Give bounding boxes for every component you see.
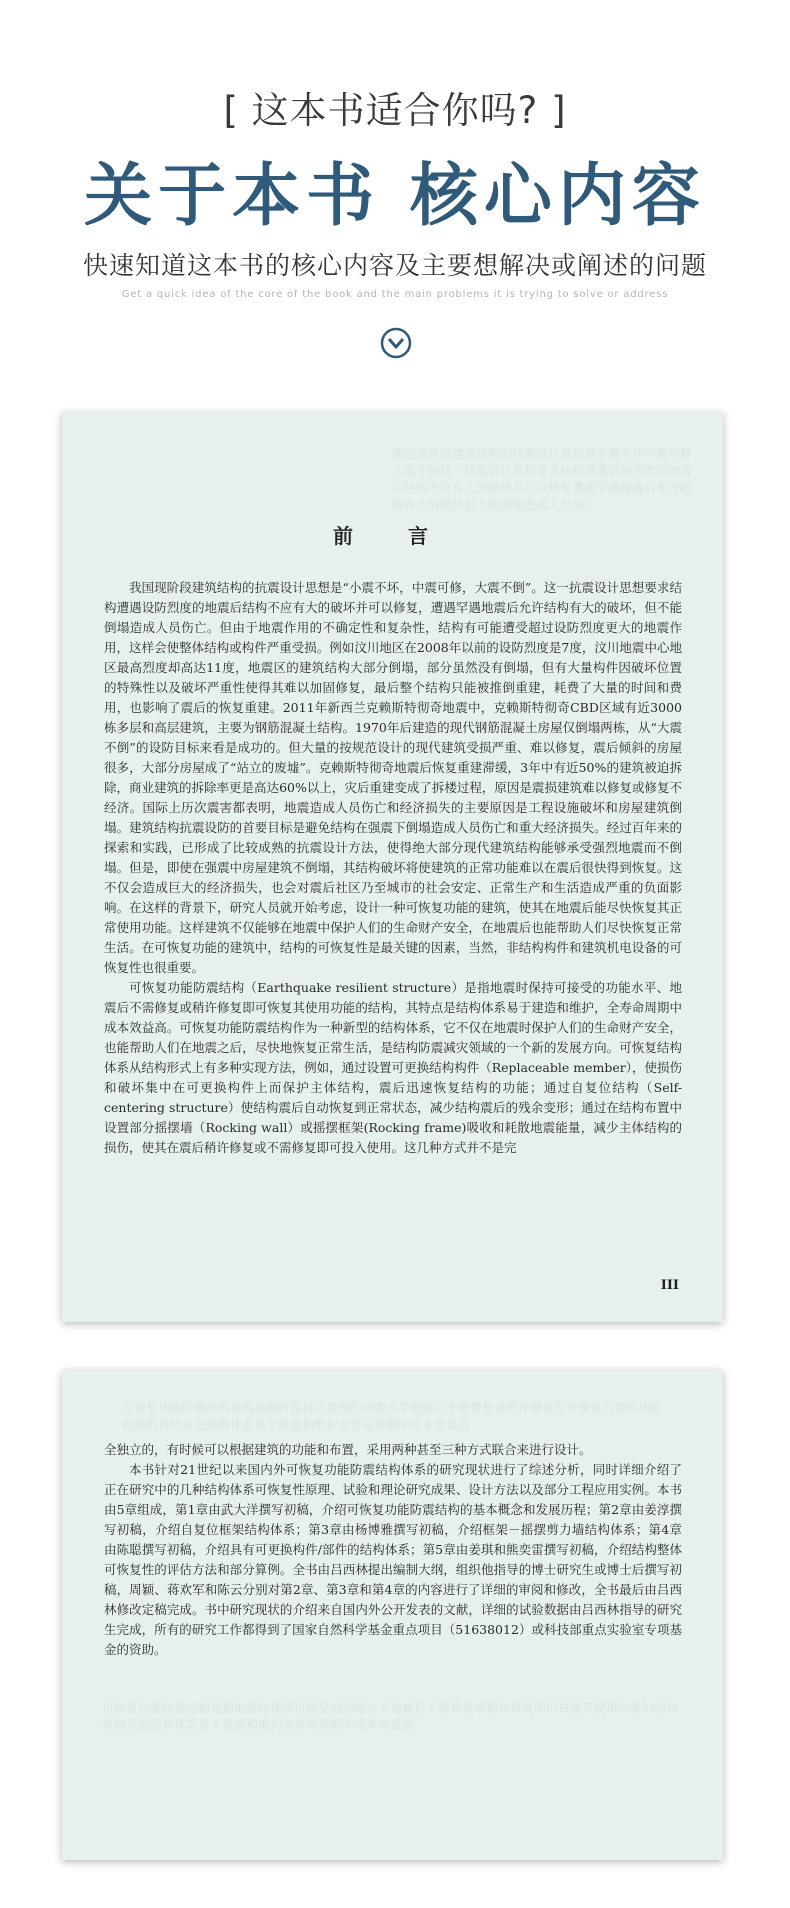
bleed-through-text: 可恢复功能防震结构是指地震时保持可接受的功能水平地震后不需修复或稍许修复即可恢复其使用功能的结构其特点是结构体系易于建造和维护全寿命周期中成本效益高 (102, 1701, 679, 1732)
main-title: 关于本书 核心内容 (84, 157, 706, 236)
book-page-continued (62, 1370, 723, 1860)
section-question: [ 这本书适合你吗? ] (223, 89, 567, 132)
header (0, 0, 790, 400)
bleed-through-text: 我国现阶段建筑结构的抗震设计思想是小震不坏中震可修大震不倒这一抗震设计思想要求结构遭遇设防烈度的地震后结构不应有大的破坏并可以修复遭遇罕遇地震后允许结构有大的破坏但不能倒塌造成人员伤亡 (392, 447, 692, 512)
book-page-preface (62, 412, 723, 1322)
paragraph: 可恢复功能防震结构（Earthquake resilient structure）是指地震时保持可接受的功能水平、地震后不需修复或稍许修复即可恢复其使用功能的结构，其特点是结构体系易于建造和维护，全寿命周期中成本效益高。可恢复功能防震结构作为一种新型的结构体系，它不仅在地震时保护人们的生命财产安全，也能帮助人们在地震之后，尽快地恢复正常生活，是结构防震减灾领域的一个新的发展方向。可恢复结构体系从结构形式上有多种实现方法，例如，通过设置可更换结构构件（Replaceable member），使损伤和破坏集中在可更换构件上而保护主体结构，震后迅速恢复结构的功能；通过自复位结构（Self-centering structure）使结构震后自动恢复到正常状态，减少结构震后的残余变形；通过在结构布置中设置部分摇摆墙（Rocking wall）或摇摆框架(Rocking frame)吸收和耗散地震能量，减少主体结构的损伤，使其在震后稍许修复或不需修复即可投入使用。这几种方式并不是完 (104, 980, 682, 1155)
chevron-down-circle-icon (379, 326, 413, 360)
preface-title: 前 言 (333, 524, 452, 548)
page-number: III (660, 1278, 679, 1293)
paragraph: 我国现阶段建筑结构的抗震设计思想是“小震不坏，中震可修，大震不倒”。这一抗震设计思想要求结构遭遇设防烈度的地震后结构不应有大的破坏并可以修复，遭遇罕遇地震后允许结构有大的破坏，但不能倒塌造成人员伤亡。但由于地震作用的不确定性和复杂性，结构有可能遭受超过设防烈度更大的地震作用，这样会使整体结构或构件严重受损。例如汶川地区在2008年以前的设防烈度是7度，汶川地震中心地区最高烈度却高达11度，地震区的建筑结构大部分倒塌，部分虽然没有倒塌，但有大量构件因破坏位置的特殊性以及破坏严重性使得其难以加固修复，最后整个结构只能被推倒重建，耗费了大量的时间和费用，也影响了震后的恢复重建。2011年新西兰克赖斯特彻奇地震中，克赖斯特彻奇CBD区域有近3000栋多层和高层建筑，主要为钢筋混凝土结构。1970年后建造的现代钢筋混凝土房屋仅倒塌两栋，从“大震不倒”的设防目标来看是成功的。但大量的按规范设计的现代建筑受损严重、难以修复，震后倾斜的房屋很多，大部分房屋成了“站立的废墟”。克赖斯特彻奇地震后恢复重建滞缓，3年中有近50%的建筑被迫拆除，商业建筑的拆除率更是高达60%以上，灾后重建变成了拆楼过程，原因是震损建筑难以修复或修复不经济。国际上历次震害都表明，地震造成人员伤亡和经济损失的主要原因是工程设施破坏和房屋建筑倒塌。建筑结构抗震设防的首要目标是避免结构在强震下倒塌造成人员伤亡和重大经济损失。经过百年来的探索和实践，已形成了比较成熟的抗震设计方法，使得绝大部分现代建筑结构能够承受强烈地震而不倒塌。但是，即使在强震中房屋建筑不倒塌，其结构破坏将使建筑的正常功能难以在震后很快得到恢复。这不仅会造成巨大的经济损失，也会对震后社区乃至城市的社会安定、正常生产和生活造成严重的负面影响。在这样的背景下，研究人员就开始考虑，设计一种可恢复功能的建筑，使其在地震后能尽快恢复其正常使用功能。这样建筑不仅能够在地震中保护人们的生命财产安全，在地震后也能帮助人们尽快恢复正常生活。在可恢复功能的建筑中，结构的可恢复性是最关键的因素，当然，非结构构件和建筑机电设备的可恢复性也很重要。 (104, 580, 682, 975)
paragraph: 本书针对21世纪以来国内外可恢复功能防震结构体系的研究现状进行了综述分析，同时详细介绍了正在研究中的几种结构体系可恢复性原理、试验和理论研究成果、设计方法以及部分工程应用实例。本书由5章组成，第1章由武大洋撰写初稿，介绍可恢复功能防震结构的基本概念和发展历程；第2章由姜淳撰写初稿，介绍自复位框架结构体系；第3章由杨博雅撰写初稿，介绍框架－摇摆剪力墙结构体系；第4章由陈聪撰写初稿，介绍具有可更换构件/部件的结构体系；第5章由姜琪和熊奕雷撰写初稿，介绍结构整体可恢复性的评估方法和部分算例。全书由吕西林提出编制大纲，组织他指导的博士研究生或博士后撰写初稿，周颖、蒋欢军和陈云分别对第2章、第3章和第4章的内容进行了详细的审阅和修改，全书最后由吕西林修改定稿完成。书中研究现状的介绍来自国内外公开发表的文献，详细的试验数据由吕西林指导的研究生完成，所有的研究工作都得到了国家自然科学基金重点项目（51638012）或科技部重点实验室专项基金的资助。 (104, 1462, 682, 1657)
bleed-through-text: 可恢复功能防震结构是指地震时保持可接受的功能水平地震后不需修复或稍许修复即可恢复其使用功能的结构其特点是结构体系易于建造和维护全寿命周期中成本效益高 (122, 1401, 662, 1432)
paragraph: 全独立的，有时候可以根据建筑的功能和布置，采用两种甚至三种方式联合来进行设计。 (104, 1442, 592, 1457)
english-subtitle: Get a quick idea of the core of the book and the main problems it is trying to solve or address (121, 289, 669, 300)
preface-body (104, 578, 682, 1158)
subtitle: 快速知道这本书的核心内容及主要想解决或阐述的问题 (82, 251, 707, 280)
continued-body (104, 1440, 682, 1660)
